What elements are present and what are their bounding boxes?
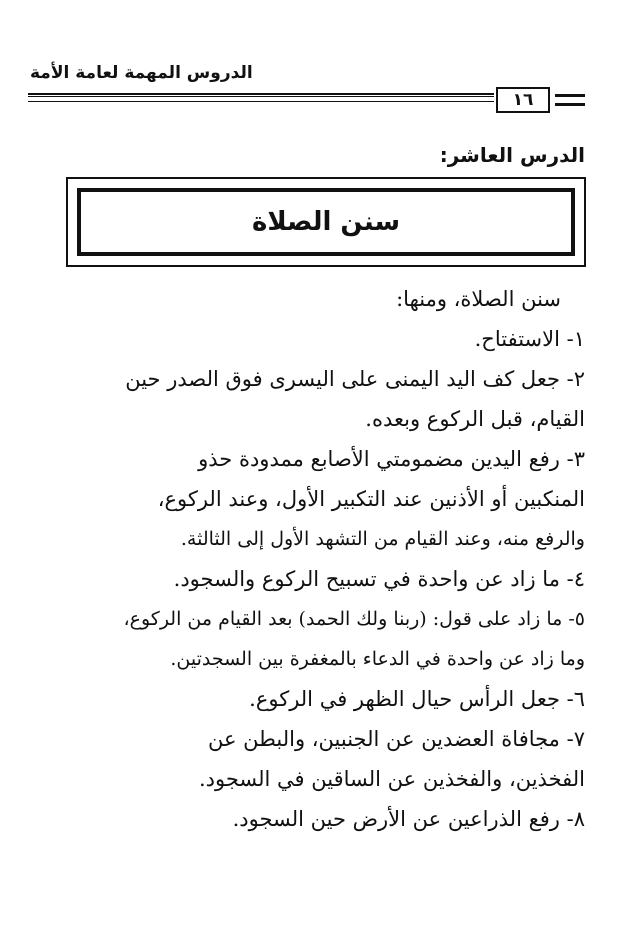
running-title: الدروس المهمة لعامة الأمة — [30, 63, 253, 83]
item-2-line-2: القيام، قبل الركوع وبعده. — [365, 407, 585, 431]
item-3-line-3: والرفع منه، وعند القيام من التشهد الأول إلى الثالثة. — [180, 528, 585, 550]
header-rule — [28, 93, 494, 97]
item-3-line-1: ٣- رفع اليدين مضمومتي الأصابع ممدودة حذو — [198, 447, 585, 471]
item-2-line-1: ٢- جعل كف اليد اليمنى على اليسرى فوق الصدر حين — [125, 367, 585, 391]
item-6: ٦- جعل الرأس حيال الظهر في الركوع. — [249, 687, 585, 711]
intro-line: سنن الصلاة، ومنها: — [396, 287, 561, 311]
title-frame — [77, 188, 575, 256]
item-7-line-2: الفخذين، والفخذين عن الساقين في السجود. — [198, 767, 585, 791]
item-5-line-2: وما زاد عن واحدة في الدعاء بالمغفرة بين السجدتين. — [170, 648, 585, 670]
item-4: ٤- ما زاد عن واحدة في تسبيح الركوع والسجود. — [173, 567, 585, 591]
page-number-rule — [555, 94, 585, 106]
item-3-line-2: المنكبين أو الأذنين عند التكبير الأول، وعند الركوع، — [157, 487, 585, 511]
header-rule-thin — [28, 101, 494, 102]
page-number: ١٦ — [496, 87, 550, 113]
item-1: ١- الاستفتاح. — [474, 327, 585, 351]
item-8: ٨- رفع الذراعين عن الأرض حين السجود. — [232, 807, 585, 831]
lesson-title: سنن الصلاة — [252, 207, 401, 237]
lesson-label: الدرس العاشر: — [439, 143, 585, 167]
item-5-line-1: ٥- ما زاد على قول: (ربنا ولك الحمد) بعد القيام من الركوع، — [123, 608, 585, 630]
lesson-body — [58, 279, 585, 839]
item-7-line-1: ٧- مجافاة العضدين عن الجنبين، والبطن عن — [207, 727, 585, 751]
